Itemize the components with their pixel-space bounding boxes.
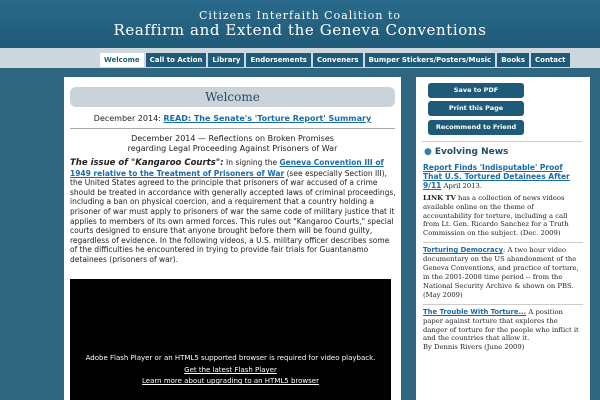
december-prefix: December 2014: <box>93 114 164 123</box>
news-body: : A two hour video documentary on the US abandonment of the Geneva Conventions, and practice of torture, in the 2001-2008 time period -- from the National Security Archive & shown on PBS. (May 2009) <box>423 246 579 299</box>
news-body: A position paper against torture that explores the danger of torture for the people who inflict it and the countries that allow it. <box>423 307 579 343</box>
news-author: By Dennis Rivers (June 2009) <box>423 343 525 352</box>
bullet-icon: ● <box>424 147 432 157</box>
nav-item-endorsements[interactable]: Endorsements <box>246 53 311 67</box>
article-lead: The issue of "Kangaroo Courts": <box>70 158 224 168</box>
news-item <box>423 164 583 191</box>
nav-item-call-to-action[interactable]: Call to Action <box>146 53 207 67</box>
nav-item-books[interactable]: Books <box>497 53 529 67</box>
news-body: has a collection of news videos available online on the theme of accountability for torture, including a call from Lt. Gen. Ricardo Sanchez for a Truth Commission on the subject. (Dec. 2009) <box>423 193 569 238</box>
news-link-report[interactable]: Report Finds 'Indisputable' Proof That U.S. Tortured Detainees After 9/11 <box>423 163 570 190</box>
news-item <box>423 194 583 239</box>
article-text-a: In signing the <box>223 158 280 167</box>
nav-item-library[interactable]: Library <box>208 53 244 67</box>
welcome-heading: Welcome <box>70 87 395 107</box>
reflections-line-1: December 2014 — Reflections on Broken Promises <box>131 134 334 143</box>
header-subtitle: Citizens Interfaith Coalition to <box>199 9 401 22</box>
nav-item-bumper-stickers[interactable]: Bumper Stickers/Posters/Music <box>365 53 496 67</box>
news-list <box>423 164 583 352</box>
recommend-friend-button[interactable]: Recommend to Friend <box>428 120 524 135</box>
news-divider <box>423 242 583 243</box>
article-text-b: (see especially Section III), the United States agreed to the principle that prisoners of war accused of a crime should be treated in accordance with generally accepted laws of criminal proceedings, including a ban on physical coercion, and a requirement that a country holding a prisoner of war must apply to prisoners of war the same code of military justice that it applies to members of its own armed forces. This rules out "Kangaroo Courts," special courts designed to ensure that anyone brought before them will be found guilty, regardless of evidence. In the following videos, a U.S. military officer describes some of the difficulties he encountered in trying to provide fair trials for Guantanamo detainees (prisoners of war). <box>70 168 396 264</box>
article-body <box>70 158 396 265</box>
news-link-torturing-democracy[interactable]: Torturing Democracy <box>423 246 504 255</box>
nav-item-welcome[interactable]: Welcome <box>100 53 144 67</box>
main-content <box>64 77 401 400</box>
evolving-news-heading <box>424 147 508 157</box>
flash-player-link[interactable]: Get the latest Flash Player <box>184 366 277 374</box>
sidebar <box>416 77 590 400</box>
header-title: Reaffirm and Extend the Geneva Conventions <box>113 21 487 39</box>
print-page-button[interactable]: Print this Page <box>428 101 524 116</box>
news-date: April 2013. <box>441 181 483 190</box>
news-link-trouble-with-torture[interactable]: The Trouble With Torture... <box>423 307 527 316</box>
senate-report-link[interactable]: READ: The Senate's 'Torture Report' Summary <box>163 114 372 123</box>
evolving-news-title: Evolving News <box>434 147 509 157</box>
html5-browser-link[interactable]: Learn more about upgrading to an HTML5 browser <box>142 377 319 385</box>
news-divider <box>423 304 583 305</box>
reflections-title <box>64 134 401 154</box>
site-header <box>0 0 600 48</box>
reflections-line-2: regarding Legal Proceeding Against Prisoners of War <box>127 144 338 153</box>
video-message: Adobe Flash Player or an HTML5 supported browser is required for video playback. <box>85 354 376 362</box>
december-line <box>64 114 401 123</box>
news-item <box>423 308 583 353</box>
video-player[interactable] <box>70 279 391 400</box>
nav-item-conveners[interactable]: Conveners <box>313 53 363 67</box>
sidebar-divider <box>422 141 582 142</box>
link-tv-label: LINK TV <box>423 193 456 202</box>
divider <box>70 128 395 129</box>
geneva-convention-link[interactable]: Geneva Convention III of 1949 relative to the Treatment of Prisoners of War <box>70 158 384 178</box>
nav-item-contact[interactable]: Contact <box>531 53 570 67</box>
news-item <box>423 246 583 299</box>
save-to-pdf-button[interactable]: Save to PDF <box>428 83 524 98</box>
main-nav <box>100 53 570 67</box>
